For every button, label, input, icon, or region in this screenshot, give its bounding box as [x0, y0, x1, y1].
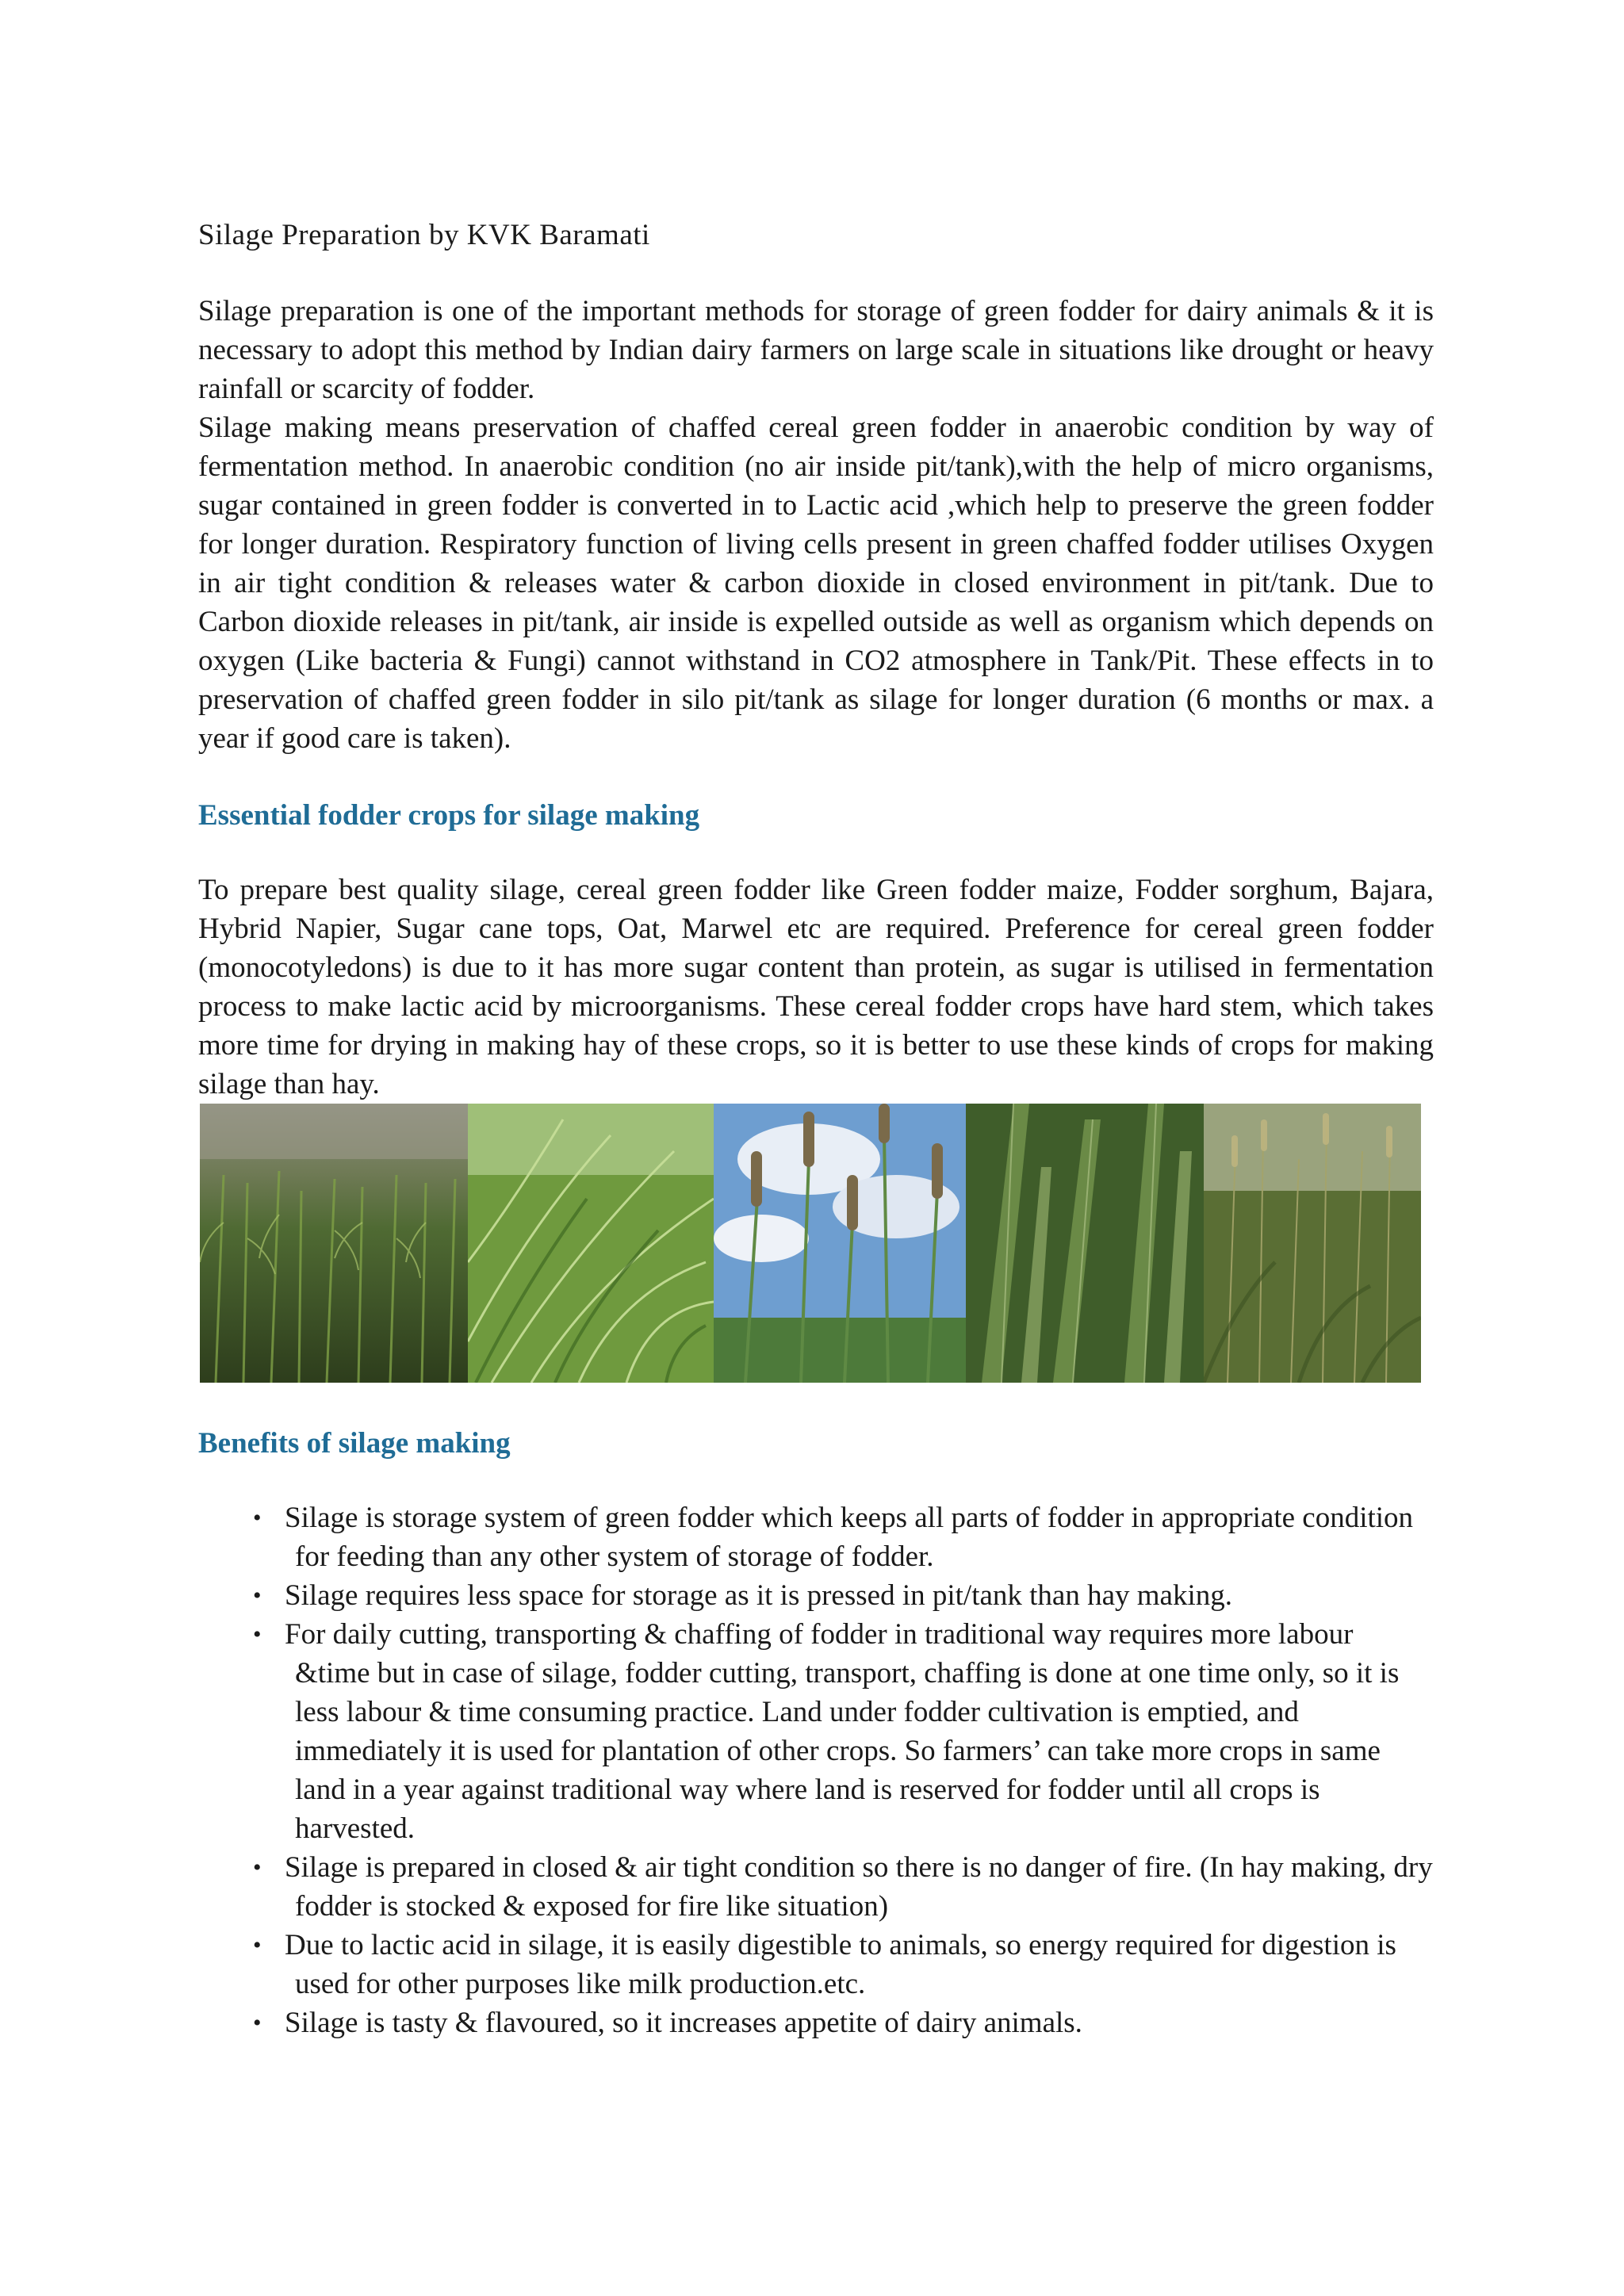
bullet-icon: •: [253, 1582, 262, 1609]
bullet-icon: •: [253, 1505, 262, 1531]
crops-paragraph: To prepare best quality silage, cereal green fodder like Green fodder maize, Fodder sorghum, Bajara, Hybrid Napier, Sugar cane tops, Oat, Marwel etc are required. Preference for cereal green fodder (monocotyledons) is due to it has more sugar content than protein, as sugar is utilised in fermentation process to make lactic acid by microorganisms. These cereal fodder crops have hard stem, which takes more time for drying in making hay of these crops, so it is better to use these kinds of crops for making silage than hay.: [198, 874, 1434, 1100]
list-item: • Silage is storage system of green fodder which keeps all parts of fodder in appropriate condition for feeding than any other system of storage of fodder.: [198, 1498, 1434, 1576]
benefits-list: [198, 1498, 1434, 2042]
bullet-icon: •: [253, 2010, 262, 2036]
oat-crop-photo: [966, 1104, 1204, 1383]
list-item: • For daily cutting, transporting & chaffing of fodder in traditional way requires more labour &time but in case of silage, fodder cutting, transport, chaffing is done at one time only, so it is less labour & time consuming practice. Land under fodder cultivation is emptied, and immediately it is used for plantation of other crops. So farmers’ can take more crops in same land in a year against traditional way where land is reserved for fodder until all crops is harvested.: [198, 1615, 1434, 1848]
list-item: • Due to lactic acid in silage, it is easily digestible to animals, so energy required for digestion is used for other purposes like milk production.etc.: [198, 1926, 1434, 2003]
bullet-icon: •: [253, 1854, 262, 1881]
benefits-heading: Benefits of silage making: [198, 1427, 511, 1460]
marwel-grass-photo: [1204, 1104, 1421, 1383]
napier-grass-photo: [468, 1104, 714, 1383]
fodder-crops-photo-strip: [200, 1104, 1421, 1383]
intro-paragraph: Silage preparation is one of the important methods for storage of green fodder for dairy animals & it is necessary to adopt this method by Indian dairy farmers on large scale in situations like drought or heavy rainfall or scarcity of fodder.: [198, 295, 1434, 405]
list-item: • Silage requires less space for storage as it is pressed in pit/tank than hay making.: [198, 1576, 1434, 1615]
list-item: • Silage is tasty & flavoured, so it increases appetite of dairy animals.: [198, 2003, 1434, 2042]
bullet-icon: •: [253, 1932, 262, 1958]
document-title: Silage Preparation by KVK Baramati: [198, 219, 650, 251]
maize-field-photo: [200, 1104, 468, 1383]
bajra-crop-photo: [714, 1104, 966, 1383]
crops-heading: Essential fodder crops for silage making: [198, 799, 700, 832]
bullet-icon: •: [253, 1621, 262, 1647]
document-content: [198, 216, 1434, 2042]
process-paragraph: Silage making means preservation of chaffed cereal green fodder in anaerobic condition by way of fermentation method. In anaerobic condition (no air inside pit/tank),with the help of micro organisms, sugar contained in green fodder is converted in to Lactic acid ,which help to preserve the green fodder for longer duration. Respiratory function of living cells present in green chaffed fodder utilises Oxygen in air tight condition & releases water & carbon dioxide in closed environment in pit/tank. Due to Carbon dioxide releases in pit/tank, air inside is expelled outside as well as organism which depends on oxygen (Like bacteria & Fungi) cannot withstand in CO2 atmosphere in Tank/Pit. These effects in to preservation of chaffed green fodder in silo pit/tank as silage for longer duration (6 months or max. a year if good care is taken).: [198, 411, 1434, 755]
list-item: • Silage is prepared in closed & air tight condition so there is no danger of fire. (In hay making, dry fodder is stocked & exposed for fire like situation): [198, 1848, 1434, 1926]
